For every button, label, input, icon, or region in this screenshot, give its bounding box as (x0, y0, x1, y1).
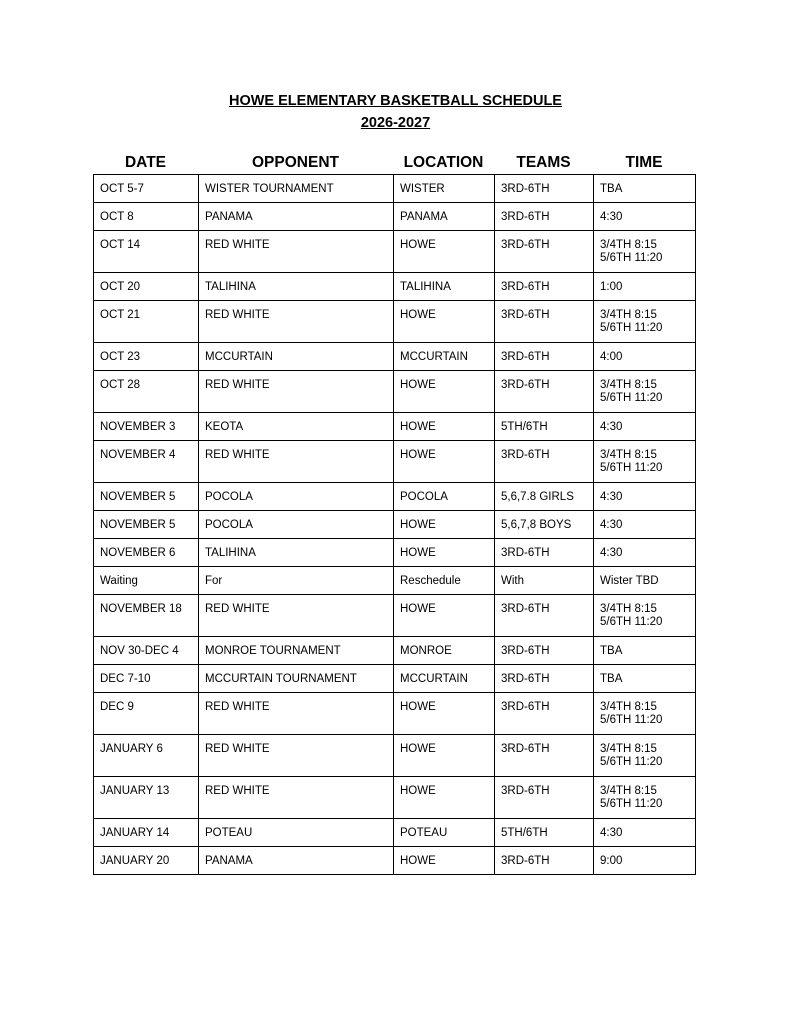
cell-teams: 3RD-6TH (495, 539, 594, 567)
time-line: 4:30 (600, 421, 623, 433)
time-line: 3/4TH 8:15 (600, 603, 657, 615)
cell-teams: 3RD-6TH (495, 343, 594, 371)
table-row (94, 511, 696, 539)
time-line: 5/6TH 11:20 (600, 252, 663, 264)
cell-opponent: For (199, 567, 394, 595)
season-subtitle: 2026-2027 (360, 115, 431, 131)
cell-location: HOWE (394, 693, 495, 735)
cell-location: HOWE (394, 371, 495, 413)
cell-teams: 3RD-6TH (495, 441, 594, 483)
cell-time (594, 371, 696, 413)
table-row (94, 693, 696, 735)
cell-opponent: RED WHITE (199, 693, 394, 735)
cell-opponent: MCCURTAIN TOURNAMENT (199, 665, 394, 693)
cell-teams: 3RD-6TH (495, 777, 594, 819)
cell-teams: 5TH/6TH (495, 819, 594, 847)
header-date: DATE (124, 154, 167, 171)
cell-opponent: RED WHITE (199, 441, 394, 483)
cell-time (594, 567, 696, 595)
time-line: 3/4TH 8:15 (600, 379, 657, 391)
table-row (94, 175, 696, 203)
cell-location: WISTER (394, 175, 495, 203)
cell-date: NOVEMBER 3 (94, 413, 199, 441)
cell-date: DEC 9 (94, 693, 199, 735)
cell-date: NOVEMBER 6 (94, 539, 199, 567)
cell-date: NOVEMBER 5 (94, 483, 199, 511)
cell-time (594, 413, 696, 441)
cell-time (594, 665, 696, 693)
table-row (94, 203, 696, 231)
cell-date: DEC 7-10 (94, 665, 199, 693)
time-line: 5/6TH 11:20 (600, 714, 663, 726)
time-line: 5/6TH 11:20 (600, 616, 663, 628)
cell-location: TALIHINA (394, 273, 495, 301)
cell-date: JANUARY 14 (94, 819, 199, 847)
cell-location: HOWE (394, 847, 495, 875)
cell-location: POCOLA (394, 483, 495, 511)
table-row (94, 231, 696, 273)
time-line: 3/4TH 8:15 (600, 449, 657, 461)
cell-time (594, 343, 696, 371)
cell-teams: 5,6,7.8 GIRLS (495, 483, 594, 511)
time-line: 4:00 (600, 351, 623, 363)
table-row (94, 539, 696, 567)
table-row (94, 371, 696, 413)
cell-date: Waiting (94, 567, 199, 595)
schedule-body (94, 175, 696, 875)
time-line: 5/6TH 11:20 (600, 798, 663, 810)
table-row (94, 413, 696, 441)
table-row (94, 819, 696, 847)
cell-opponent: RED WHITE (199, 595, 394, 637)
cell-date: OCT 14 (94, 231, 199, 273)
cell-date: JANUARY 6 (94, 735, 199, 777)
cell-teams: 3RD-6TH (495, 847, 594, 875)
cell-time (594, 175, 696, 203)
cell-opponent: MONROE TOURNAMENT (199, 637, 394, 665)
time-line: 4:30 (600, 519, 623, 531)
cell-opponent: RED WHITE (199, 735, 394, 777)
cell-time (594, 511, 696, 539)
cell-opponent: PANAMA (199, 847, 394, 875)
cell-teams: 3RD-6TH (495, 595, 594, 637)
cell-location: HOWE (394, 441, 495, 483)
cell-opponent: MCCURTAIN (199, 343, 394, 371)
cell-location: HOWE (394, 539, 495, 567)
cell-time (594, 777, 696, 819)
cell-date: OCT 23 (94, 343, 199, 371)
cell-teams: 3RD-6TH (495, 665, 594, 693)
cell-opponent: RED WHITE (199, 371, 394, 413)
cell-time (594, 595, 696, 637)
time-line: 5/6TH 11:20 (600, 462, 663, 474)
time-line: 3/4TH 8:15 (600, 743, 657, 755)
cell-time (594, 483, 696, 511)
table-row (94, 735, 696, 777)
time-line: 5/6TH 11:20 (600, 322, 663, 334)
cell-date: OCT 20 (94, 273, 199, 301)
cell-date: NOVEMBER 5 (94, 511, 199, 539)
cell-teams: 3RD-6TH (495, 637, 594, 665)
cell-time (594, 273, 696, 301)
table-row (94, 343, 696, 371)
time-line: Wister TBD (600, 575, 659, 587)
header-time: TIME (625, 154, 663, 171)
cell-date: NOV 30-DEC 4 (94, 637, 199, 665)
cell-location: MONROE (394, 637, 495, 665)
cell-teams: 3RD-6TH (495, 301, 594, 343)
table-row (94, 847, 696, 875)
table-row (94, 483, 696, 511)
cell-location: MCCURTAIN (394, 343, 495, 371)
cell-time (594, 441, 696, 483)
cell-teams: 3RD-6TH (495, 175, 594, 203)
column-headers (93, 154, 695, 174)
cell-date: JANUARY 13 (94, 777, 199, 819)
cell-location: HOWE (394, 413, 495, 441)
cell-teams: 3RD-6TH (495, 735, 594, 777)
cell-opponent: TALIHINA (199, 539, 394, 567)
cell-teams: 5,6,7,8 BOYS (495, 511, 594, 539)
cell-date: NOVEMBER 4 (94, 441, 199, 483)
time-line: 5/6TH 11:20 (600, 392, 663, 404)
cell-teams: With (495, 567, 594, 595)
time-line: 4:30 (600, 491, 623, 503)
table-row (94, 273, 696, 301)
cell-time (594, 539, 696, 567)
cell-opponent: RED WHITE (199, 301, 394, 343)
cell-teams: 3RD-6TH (495, 231, 594, 273)
cell-opponent: POCOLA (199, 483, 394, 511)
cell-time (594, 231, 696, 273)
table-row (94, 665, 696, 693)
document-title: HOWE ELEMENTARY BASKETBALL SCHEDULE (229, 93, 562, 109)
cell-location: HOWE (394, 511, 495, 539)
cell-date: OCT 21 (94, 301, 199, 343)
time-line: 4:30 (600, 827, 623, 839)
table-row (94, 595, 696, 637)
cell-opponent: PANAMA (199, 203, 394, 231)
cell-time (594, 203, 696, 231)
time-line: TBA (600, 645, 623, 657)
time-line: 3/4TH 8:15 (600, 309, 657, 321)
cell-opponent: WISTER TOURNAMENT (199, 175, 394, 203)
cell-date: NOVEMBER 18 (94, 595, 199, 637)
cell-location: POTEAU (394, 819, 495, 847)
time-line: 3/4TH 8:15 (600, 239, 657, 251)
cell-time (594, 819, 696, 847)
schedule-table (93, 174, 696, 875)
table-row (94, 777, 696, 819)
time-line: 9:00 (600, 855, 623, 867)
table-row (94, 637, 696, 665)
cell-time (594, 637, 696, 665)
cell-teams: 5TH/6TH (495, 413, 594, 441)
cell-opponent: TALIHINA (199, 273, 394, 301)
cell-opponent: POCOLA (199, 511, 394, 539)
time-line: 4:30 (600, 211, 623, 223)
cell-location: HOWE (394, 231, 495, 273)
cell-time (594, 693, 696, 735)
cell-date: OCT 28 (94, 371, 199, 413)
time-line: 3/4TH 8:15 (600, 701, 657, 713)
time-line: 1:00 (600, 281, 623, 293)
cell-opponent: RED WHITE (199, 231, 394, 273)
header-opponent: OPPONENT (252, 154, 339, 171)
cell-time (594, 847, 696, 875)
cell-teams: 3RD-6TH (495, 203, 594, 231)
cell-opponent: RED WHITE (199, 777, 394, 819)
table-row (94, 441, 696, 483)
cell-date: OCT 8 (94, 203, 199, 231)
cell-opponent: KEOTA (199, 413, 394, 441)
cell-location: Reschedule (394, 567, 495, 595)
cell-location: MCCURTAIN (394, 665, 495, 693)
header-teams: TEAMS (516, 154, 571, 171)
time-line: TBA (600, 183, 623, 195)
cell-location: HOWE (394, 735, 495, 777)
cell-location: HOWE (394, 595, 495, 637)
cell-time (594, 301, 696, 343)
time-line: 4:30 (600, 547, 623, 559)
time-line: TBA (600, 673, 623, 685)
cell-location: HOWE (394, 301, 495, 343)
table-row (94, 301, 696, 343)
cell-location: HOWE (394, 777, 495, 819)
cell-date: OCT 5-7 (94, 175, 199, 203)
cell-teams: 3RD-6TH (495, 693, 594, 735)
table-row (94, 567, 696, 595)
header-location: LOCATION (403, 154, 484, 171)
cell-date: JANUARY 20 (94, 847, 199, 875)
time-line: 3/4TH 8:15 (600, 785, 657, 797)
cell-time (594, 735, 696, 777)
time-line: 5/6TH 11:20 (600, 756, 663, 768)
cell-teams: 3RD-6TH (495, 273, 594, 301)
cell-opponent: POTEAU (199, 819, 394, 847)
cell-teams: 3RD-6TH (495, 371, 594, 413)
cell-location: PANAMA (394, 203, 495, 231)
